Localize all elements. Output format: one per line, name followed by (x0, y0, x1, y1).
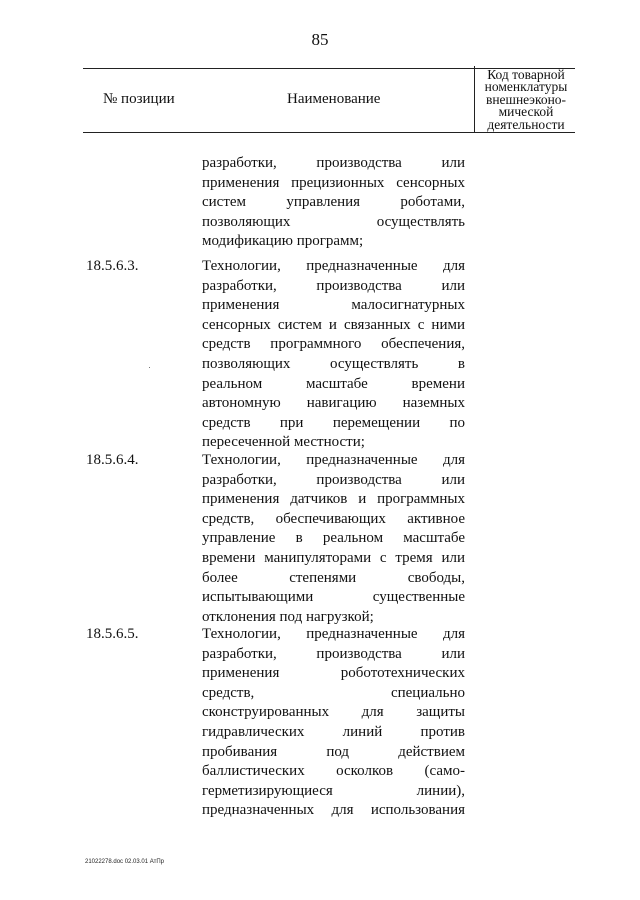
footer-doc-id: 21022278.doc 02.03.01 АтПр (85, 859, 164, 865)
text-line: модификацию программ; (202, 233, 364, 250)
text-line: позволяющих осуществлять в (202, 355, 465, 372)
text-line: Технологии, предназначенные для (202, 258, 465, 274)
table-header-column-divider (474, 66, 475, 132)
row-number: 18.5.6.3. (86, 258, 139, 274)
text-line: разработки, производства или (202, 277, 465, 294)
text-line: гидравлических линий против (202, 723, 465, 740)
row-description (202, 257, 465, 453)
text-line: применения прецизионных сенсорных (202, 174, 465, 191)
header-code-line: мической (498, 104, 554, 120)
scan-speck (149, 367, 150, 368)
text-line: предназначенных для использования (202, 802, 465, 819)
text-line: реальном масштабе времени (202, 375, 465, 392)
text-line: позволяющих осуществлять (202, 213, 465, 230)
text-line: разработки, производства или (202, 645, 465, 662)
text-line: разработки, производства или (202, 471, 465, 488)
row-description (202, 154, 465, 252)
text-line: применения малосигнатурных (202, 297, 465, 314)
header-name: Наименование (287, 91, 381, 107)
text-line: средств при перемещении по (202, 414, 465, 431)
text-line: сконструированных для защиты (202, 704, 465, 721)
text-line: Технологии, предназначенные для (202, 452, 465, 468)
header-code-line: Код товарной (487, 67, 565, 82)
text-line: средств программного обеспечения, (202, 336, 465, 353)
page-number: 85 (311, 30, 329, 49)
header-code (476, 69, 576, 131)
text-line: более степенями свободы, (202, 569, 465, 586)
text-line: автономную навигацию наземных (202, 395, 465, 412)
text-line: систем управления роботами, (202, 194, 465, 211)
text-line: разработки, производства или (202, 155, 465, 171)
row-description (202, 451, 465, 627)
text-line: пробивания под действием (202, 743, 465, 760)
text-line: сенсорных систем и связанных с ними (202, 316, 465, 333)
text-line: времени манипуляторами с тремя или (202, 549, 465, 566)
text-line: применения датчиков и программных (202, 491, 465, 508)
text-line: применения робототехнических (202, 665, 465, 682)
text-line: средств, обеспечивающих активное (202, 510, 465, 527)
table-header-bottom-rule (83, 132, 575, 133)
text-line: средств, специально (202, 684, 465, 701)
row-number: 18.5.6.5. (86, 626, 139, 642)
text-line: отклонения под нагрузкой; (202, 608, 374, 625)
header-position: № позиции (103, 91, 175, 107)
text-line: испытывающими существенные (202, 589, 465, 606)
row-number: 18.5.6.4. (86, 452, 139, 468)
header-code-line: деятельности (487, 116, 565, 132)
header-code-line: внешнеэконо- (485, 91, 567, 107)
header-code-line: номенклатуры (484, 79, 568, 95)
text-line: пересеченной местности; (202, 434, 365, 451)
text-line: герметизирующиеся линии), (202, 782, 465, 799)
text-line: баллистических осколков (само- (202, 763, 465, 780)
text-line: Технологии, предназначенные для (202, 626, 465, 642)
text-line: управление в реальном масштабе (202, 530, 465, 547)
row-description (202, 625, 465, 821)
